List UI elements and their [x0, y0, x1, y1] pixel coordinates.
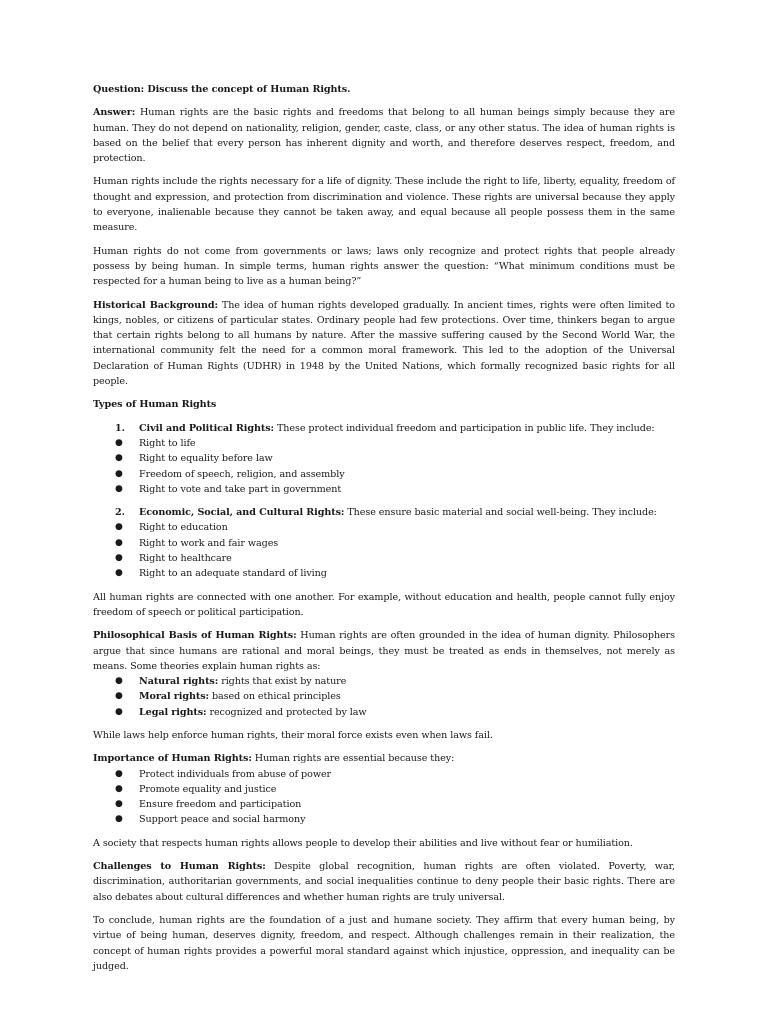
type-label: Civil and Political Rights: [139, 422, 275, 434]
challenges-paragraph [93, 859, 675, 905]
list-item: ● Freedom of speech, religion, and assembly [93, 467, 675, 482]
list-item: ● Moral rights: based on ethical principles [93, 689, 675, 704]
challenges-text: Despite global recognition, human rights are often violated. Poverty, war, discrimination, authoritarian governments, and social inequalities continue to deny people their basic rights. There are also debates about cultural differences and whether human rights are truly universal. [93, 861, 676, 903]
rights-include-paragraph: Human rights include the rights necessary for a life of dignity. These include the right to life, liberty, equality, freedom of thought and expression, and protection from discrimination and violence. These rights are universal because they apply to everyone, inalienable because they cannot be taken away, and equal because all people possess them in the same measure. [93, 176, 675, 234]
list-item: ● Ensure freedom and participation [93, 797, 675, 812]
historical-paragraph [93, 298, 675, 390]
economic-rights-list [93, 520, 675, 581]
list-item: ● Right to education [93, 520, 675, 535]
list-item: ● Right to an adequate standard of living [93, 566, 675, 581]
philosophical-label: Philosophical Basis of Human Rights: [93, 630, 297, 642]
bullet-icon: ● [115, 483, 123, 494]
bullet-icon: ● [115, 706, 123, 717]
historical-text: The idea of human rights developed gradually. In ancient times, rights were often limited to kings, nobles, or citizens of particular states. Ordinary people had few protections. Over time, thinkers began to argue that certain rights belong to all humans by nature. After the massive suffering caused by the Second World War, the international community felt the need for a common moral framework. This led to the adoption of the Universal Declaration of Human Rights (UDHR) in 1948 by the United Nations, which formally recognized basic rights for all people. [93, 299, 675, 388]
historical-label: Historical Background: [93, 299, 219, 311]
list-item: ● Legal rights: recognized and protected by law [93, 705, 675, 720]
list-item: ● Right to healthcare [93, 551, 675, 566]
bullet-icon: ● [115, 522, 123, 533]
bullet-icon: ● [115, 568, 123, 579]
bullet-icon: ● [115, 453, 123, 464]
list-item: ● Right to work and fair wages [93, 536, 675, 551]
philosophical-list [93, 674, 675, 720]
bullet-icon: ● [115, 676, 123, 687]
bullet-icon: ● [115, 814, 123, 825]
list-item: ● Support peace and social harmony [93, 812, 675, 827]
society-paragraph: A society that respects human rights allows people to develop their abilities and live without fear or humiliation. [93, 837, 633, 849]
type-text: These ensure basic material and social well-being. They include: [344, 507, 657, 519]
bullet-icon: ● [115, 437, 123, 448]
bullet-icon: ● [115, 537, 123, 548]
types-list-2 [93, 505, 675, 520]
answer-text: Human rights are the basic rights and freedoms that belong to all human beings simply because they are human. They do not depend on nationality, religion, gender, caste, class, or any other status. The idea of human rights is based on the belief that every person has inherent dignity and worth, and therefore deserves respect, freedom, and protection. [93, 107, 675, 165]
type-number: 1. [115, 422, 125, 434]
bullet-icon: ● [115, 799, 123, 810]
bullet-icon: ● [115, 468, 123, 479]
bullet-icon: ● [115, 768, 123, 779]
importance-label: Importance of Human Rights: [93, 753, 252, 765]
answer-label: Answer: [93, 107, 136, 119]
question-heading: Question: Discuss the concept of Human Rights. [93, 84, 351, 95]
civil-rights-list [93, 436, 675, 497]
bullet-icon: ● [115, 691, 123, 702]
connected-paragraph: All human rights are connected with one another. For example, without education and health, people cannot fully enjoy freedom of speech or political participation. [93, 591, 675, 618]
laws-paragraph: While laws help enforce human rights, their moral force exists even when laws fail. [93, 729, 493, 741]
types-heading: Types of Human Rights [93, 399, 217, 411]
list-item: ● Right to vote and take part in government [93, 482, 675, 497]
document-page [93, 82, 675, 982]
philosophical-text: Human rights are often grounded in the idea of human dignity. Philosophers argue that since humans are rational and moral beings, they must be treated as ends in themselves, not merely as means. Some theories explain human rights as: [93, 630, 675, 672]
importance-text: Human rights are essential because they: [251, 753, 455, 765]
conclusion-paragraph: To conclude, human rights are the foundation of a just and humane society. They affirm that every human being, by virtue of being human, deserves dignity, freedom, and respect. Although challenges remain in their realization, the concept of human rights provides a powerful moral standard against which injustice, oppression, and inequality can be judged. [93, 914, 675, 972]
list-item: ● Right to equality before law [93, 451, 675, 466]
types-list [93, 421, 675, 436]
rights-origin-paragraph: Human rights do not come from governments or laws; laws only recognize and protect rights that people already possess by being human. In simple terms, human rights answer the question: “What minimum conditions must be respected for a human being to live as a human being?” [93, 245, 675, 288]
type-label: Economic, Social, and Cultural Rights: [139, 507, 345, 519]
challenges-label: Challenges to Human Rights: [93, 861, 266, 873]
type-text: These protect individual freedom and participation in public life. They include: [274, 422, 655, 434]
list-item: ● Promote equality and justice [93, 782, 675, 797]
type-item-economic [93, 505, 675, 520]
philosophical-paragraph [93, 628, 675, 674]
bullet-icon: ● [115, 553, 123, 564]
type-number: 2. [115, 507, 125, 519]
importance-paragraph [93, 751, 675, 766]
list-item: ● Protect individuals from abuse of power [93, 767, 675, 782]
list-item: ● Right to life [93, 436, 675, 451]
answer-paragraph [93, 105, 675, 166]
type-item-civil [93, 421, 675, 436]
list-item: ● Natural rights: rights that exist by nature [93, 674, 675, 689]
importance-list [93, 767, 675, 828]
bullet-icon: ● [115, 783, 123, 794]
